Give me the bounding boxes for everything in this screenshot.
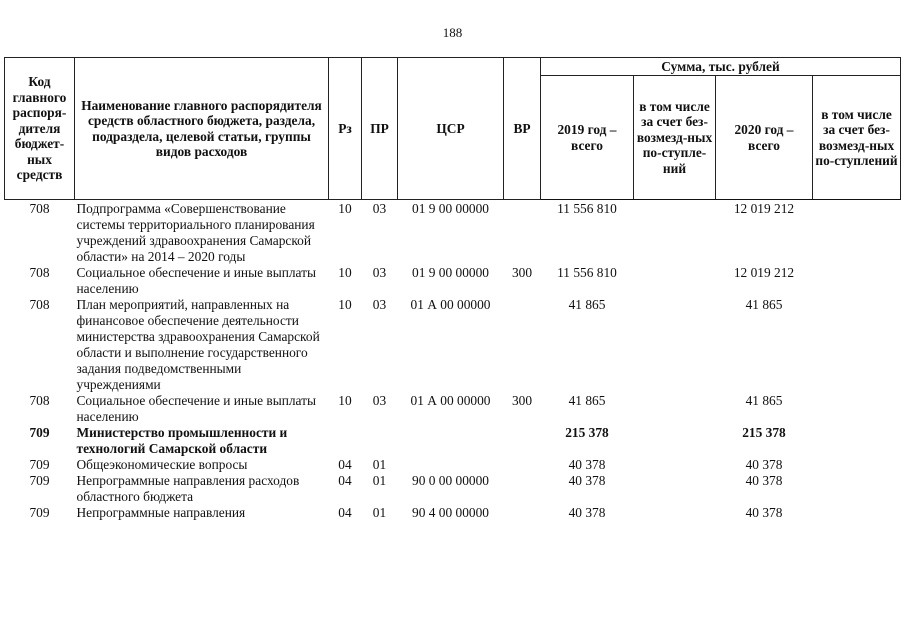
header-2020-total: 2020 год – всего [716, 76, 813, 200]
row-sum-2019: 215 378 [565, 425, 609, 440]
row-sum-2020: 40 378 [745, 457, 783, 472]
row-name: План мероприятий, направленных на финансовое обеспечение деятельности министерства здравоохранения Самарской области и выполнение государственного задания подведомственными учреждениями [76, 297, 320, 392]
row-free-2020 [813, 393, 901, 425]
row-free-2019 [634, 425, 716, 457]
row-vr: 300 [511, 393, 533, 408]
header-code: Код главного распоря-дителя бюджет-ных средств [5, 58, 75, 200]
row-pr [362, 425, 398, 457]
row-name: Непрограммные направления расходов областного бюджета [76, 473, 300, 504]
page-number: 188 [442, 25, 463, 40]
row-pr: 03 [372, 201, 387, 216]
row-csr [398, 425, 504, 457]
row-rz: 04 [338, 457, 352, 472]
row-code: 709 [29, 457, 50, 472]
row-rz: 04 [338, 473, 352, 488]
row-vr: 300 [511, 265, 533, 280]
row-free-2019 [634, 265, 716, 297]
header-sum: Сумма, тыс. рублей [541, 58, 901, 76]
row-sum-2019: 41 865 [568, 393, 606, 408]
row-sum-2020: 215 378 [742, 425, 786, 440]
row-name: Общеэкономические вопросы [76, 457, 248, 472]
row-sum-2020: 12 019 212 [733, 201, 795, 216]
row-sum-2020: 40 378 [745, 473, 783, 488]
table-row [5, 297, 901, 393]
table-row [5, 265, 901, 297]
table-header [5, 58, 901, 200]
row-csr: 01 А 00 00000 [410, 297, 491, 312]
table-row [5, 393, 901, 425]
row-code: 708 [29, 265, 50, 280]
row-name: Социальное обеспечение и иные выплаты населению [76, 265, 317, 296]
header-2019-total: 2019 год – всего [541, 76, 634, 200]
row-vr [504, 473, 541, 505]
row-csr: 90 0 00 00000 [412, 473, 489, 488]
table-row [5, 457, 901, 473]
row-free-2020 [813, 425, 901, 457]
row-rz: 10 [338, 297, 352, 312]
row-pr: 01 [372, 505, 387, 520]
row-csr: 90 4 00 00000 [412, 505, 489, 520]
row-sum-2020: 40 378 [745, 505, 783, 520]
row-code: 709 [29, 473, 50, 488]
row-pr: 03 [372, 297, 387, 312]
header-2019-free: в том числе за счет без-возмезд-ных по-ступле-ний [634, 76, 716, 200]
row-sum-2019: 40 378 [568, 505, 606, 520]
row-free-2019 [634, 297, 716, 393]
row-rz: 04 [338, 505, 352, 520]
row-rz: 10 [338, 201, 352, 216]
row-free-2019 [634, 393, 716, 425]
row-vr [504, 297, 541, 393]
row-free-2019 [634, 200, 716, 266]
row-code: 709 [29, 425, 50, 440]
row-name: Социальное обеспечение и иные выплаты населению [76, 393, 317, 424]
header-rz: Рз [329, 58, 362, 200]
row-sum-2020: 41 865 [745, 297, 783, 312]
row-free-2019 [634, 505, 716, 521]
row-vr [504, 200, 541, 266]
row-pr: 01 [372, 473, 387, 488]
row-code: 708 [29, 201, 50, 216]
row-name: Подпрограмма «Совершенствование системы территориального планирования учреждений здравоохранения Самарской области» на 2014 – 2020 годы [76, 201, 315, 264]
header-2020-free: в том числе за счет без-возмезд-ных по-ступлений [813, 76, 901, 200]
budget-table [4, 57, 901, 521]
row-name: Непрограммные направления [76, 505, 246, 520]
row-pr: 03 [372, 393, 387, 408]
row-sum-2020: 41 865 [745, 393, 783, 408]
row-sum-2019: 11 556 810 [557, 265, 617, 280]
table-row [5, 473, 901, 505]
row-csr [398, 457, 504, 473]
row-sum-2019: 40 378 [568, 473, 606, 488]
row-sum-2019: 11 556 810 [557, 201, 617, 216]
row-sum-2019: 40 378 [568, 457, 606, 472]
row-rz [329, 425, 362, 457]
header-csr: ЦСР [398, 58, 504, 200]
header-name: Наименование главного распорядителя средств областного бюджета, раздела, подраздела, целевой статьи, группы видов расходов [75, 58, 329, 200]
table-row [5, 425, 901, 457]
row-free-2020 [813, 505, 901, 521]
row-free-2020 [813, 473, 901, 505]
table-row [5, 200, 901, 266]
row-csr: 01 9 00 00000 [412, 265, 489, 280]
row-vr [504, 457, 541, 473]
row-csr: 01 А 00 00000 [410, 393, 491, 408]
row-code: 708 [29, 297, 50, 312]
row-free-2020 [813, 200, 901, 266]
row-sum-2019: 41 865 [568, 297, 606, 312]
row-code: 709 [29, 505, 50, 520]
header-pr: ПР [362, 58, 398, 200]
row-rz: 10 [338, 265, 352, 280]
row-vr [504, 425, 541, 457]
row-csr: 01 9 00 00000 [412, 201, 489, 216]
table-body [5, 200, 901, 522]
row-sum-2020: 12 019 212 [733, 265, 795, 280]
row-free-2020 [813, 297, 901, 393]
header-vr: ВР [504, 58, 541, 200]
row-pr: 01 [372, 457, 387, 472]
row-name: Министерство промышленности и технологий Самарской области [76, 425, 288, 456]
row-code: 708 [29, 393, 50, 408]
row-vr [504, 505, 541, 521]
row-free-2020 [813, 265, 901, 297]
row-free-2019 [634, 473, 716, 505]
row-free-2020 [813, 457, 901, 473]
row-free-2019 [634, 457, 716, 473]
row-pr: 03 [372, 265, 387, 280]
row-rz: 10 [338, 393, 352, 408]
table-row [5, 505, 901, 521]
